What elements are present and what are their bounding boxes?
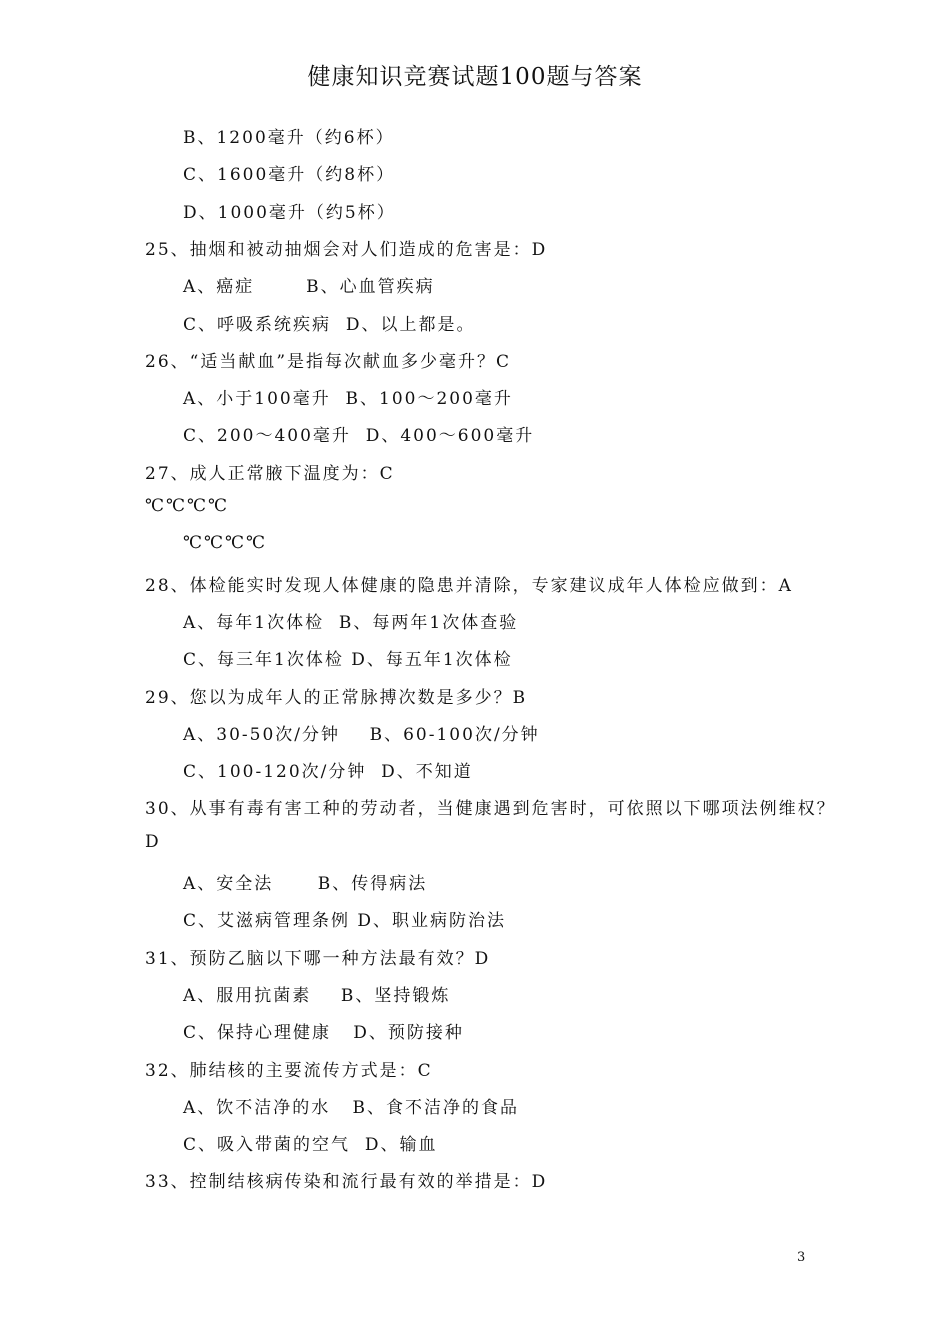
- question-line: 31、预防乙脑以下哪一种方法最有效？D: [145, 948, 491, 969]
- answer-option-line: C、呼吸系统疾病 D、以上都是。: [183, 314, 476, 335]
- answer-option-line: A、小于100毫升 B、100～200毫升: [183, 389, 513, 410]
- answer-option-line: C、200～400毫升 D、400～600毫升: [183, 426, 535, 447]
- answer-option-line: A、服用抗菌素 B、坚持锻炼: [183, 985, 451, 1006]
- answer-option-line: C、艾滋病管理条例 D、职业病防治法: [183, 911, 507, 932]
- document-title: 健康知识竞赛试题100题与答案: [307, 64, 643, 90]
- question-line: 29、您以为成年人的正常脉搏次数是多少？B: [145, 687, 528, 708]
- question-line: 27、成人正常腋下温度为：C: [145, 463, 395, 484]
- question-line: 30、从事有毒有害工种的劳动者，当健康遇到危害时，可依照以下哪项法例维权？: [145, 799, 836, 820]
- question-line: 32、肺结核的主要流传方式是：C: [145, 1060, 433, 1081]
- question-line: 28、体检能实时发现人体健康的隐患并清除，专家建议成年人体检应做到：A: [145, 575, 793, 596]
- page-number: 3: [797, 1250, 806, 1265]
- answer-option-line: B、1200毫升（约6杯）: [183, 128, 395, 148]
- question-line: ℃℃℃℃: [145, 496, 230, 516]
- answer-option-line: A、安全法 B、传得病法: [183, 874, 428, 894]
- question-line: 33、控制结核病传染和流行最有效的举措是：D: [145, 1172, 548, 1193]
- question-line: 25、抽烟和被动抽烟会对人们造成的危害是：D: [145, 239, 548, 260]
- answer-option-line: D、1000毫升（约5杯）: [183, 202, 396, 223]
- answer-option-line: C、1600毫升（约8杯）: [183, 165, 396, 186]
- answer-option-line: ℃℃℃℃: [183, 533, 268, 554]
- answer-option-line: A、每年1次体检 B、每两年1次体查验: [183, 612, 519, 633]
- answer-option-line: C、每三年1次体检 D、每五年1次体检: [183, 650, 513, 671]
- answer-option-line: A、30-50次/分钟 B、60-100次/分钟: [183, 724, 540, 745]
- answer-option-line: C、保持心理健康 D、预防接种: [183, 1023, 464, 1044]
- answer-option-line: A、癌症 B、心血管疾病: [183, 277, 435, 298]
- question-line: D: [145, 831, 161, 852]
- answer-option-line: C、吸入带菌的空气 D、输血: [183, 1135, 438, 1156]
- answer-option-line: C、100-120次/分钟 D、不知道: [183, 762, 473, 783]
- answer-option-line: A、饮不洁净的水 B、食不洁净的食品: [183, 1097, 519, 1118]
- question-line: 26、“适当献血”是指每次献血多少毫升？C: [145, 351, 512, 372]
